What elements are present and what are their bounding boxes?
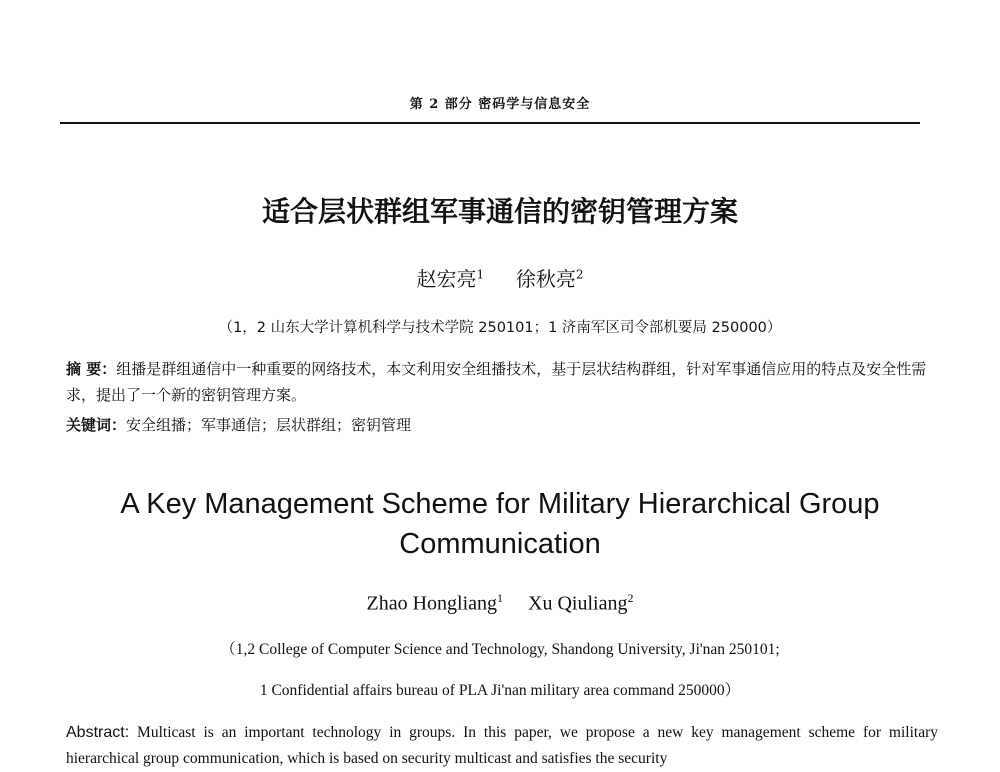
english-author-1-sup: 1 bbox=[497, 591, 504, 605]
english-title-line-2: Communication bbox=[399, 528, 601, 560]
chinese-title: 适合层状群组军事通信的密钥管理方案 bbox=[261, 195, 738, 228]
header-rule bbox=[60, 122, 920, 124]
english-abstract-label: Abstract: bbox=[66, 724, 130, 741]
chinese-abstract-text: 组播是群组通信中一种重要的网络技术，本文利用安全组播技术，基于层状结构群组，针对军事通信应用的特点及安全性需求，提出了一个新的密钥管理方案。 bbox=[66, 360, 927, 404]
english-author-2: Xu Qiuliang bbox=[528, 592, 628, 615]
english-abstract-text: Multicast is an important technology in groups. In this paper, we propose a new key management scheme for military hierarchical group communication, which is based on security multicast and satisfies the security bbox=[66, 724, 938, 767]
chinese-keywords-text: 安全组播；军事通信；层状群组；密钥管理 bbox=[126, 416, 412, 434]
english-title bbox=[70, 484, 930, 564]
english-title-line-1: A Key Management Scheme for Military Hierarchical Group bbox=[120, 488, 880, 520]
english-affiliation-line-2: 1 Confidential affairs bureau of PLA Ji'nan military area command 250000） bbox=[259, 682, 741, 699]
english-author-2-sup: 2 bbox=[627, 591, 634, 605]
chinese-author-2-sup: 2 bbox=[575, 267, 584, 282]
english-author-1: Zhao Hongliang bbox=[366, 592, 498, 615]
english-abstract bbox=[66, 720, 938, 772]
english-affiliation-line-1: （1,2 College of Computer Science and Technology, Shandong University, Ji'nan 250101; bbox=[220, 641, 780, 658]
chinese-authors bbox=[0, 263, 1000, 292]
chinese-keywords-label: 关键词： bbox=[66, 416, 127, 434]
chinese-author-1: 赵宏亮 bbox=[416, 267, 477, 291]
chinese-keywords bbox=[66, 414, 930, 435]
chinese-author-1-sup: 1 bbox=[476, 267, 485, 282]
chinese-abstract bbox=[66, 356, 930, 408]
chinese-abstract-label: 摘 要： bbox=[66, 360, 117, 378]
chinese-author-2: 徐秋亮 bbox=[515, 267, 576, 291]
english-authors bbox=[0, 591, 1000, 616]
running-head: 第 2 部分 密码学与信息安全 bbox=[409, 97, 591, 112]
chinese-affiliation: （1，2 山东大学计算机科学与技术学院 250101；1 济南军区司令部机要局 250000） bbox=[218, 320, 782, 336]
